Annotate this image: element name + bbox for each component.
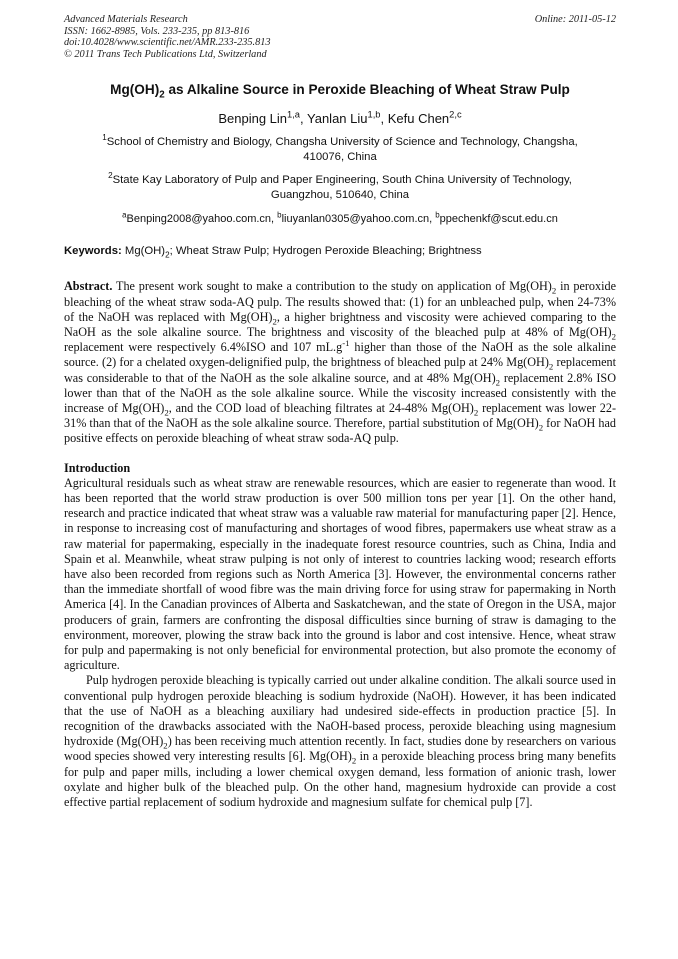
author-name: Kefu Chen [387, 111, 450, 127]
abstract-text: , and the COD load of bleaching filtrates at 24-48% Mg(OH) [168, 401, 474, 415]
doi-line: doi:10.4028/www.scientific.net/AMR.233-235.813 [64, 37, 271, 49]
affiliation-line: State Kay Laboratory of Pulp and Paper Engineering, South China University of Technology, [112, 174, 572, 187]
affiliation-line: 410076, China [303, 151, 377, 164]
abstract [64, 279, 616, 446]
author-list: Benping Lin$^{1,a}$, Yanlan Liu$^{1,b}$, Kefu Chen$^{2,c}$ [218, 110, 462, 127]
email-address: Benping2008@yahoo.com.cn [126, 213, 272, 226]
email-mark: a [122, 210, 127, 220]
affiliation-2 [64, 173, 616, 203]
affiliation-mark: 2 [108, 171, 113, 181]
abstract-text: replacement was considerable to that of the NaOH as the sole alkaline source, and at 48% Mg(OH) [64, 355, 617, 385]
subscript: 2 [351, 755, 357, 766]
abstract-text: replacement 2.8% ISO lower than that of the NaOH as the sole alkaline source. While the viscosity increased consistently with the increase of Mg(OH) [64, 370, 616, 415]
superscript: -1 [342, 338, 350, 349]
title-subscript: 2 [159, 90, 165, 102]
title-part-1: Mg(OH) [110, 82, 160, 98]
abstract-label: Abstract. [64, 279, 113, 294]
running-header [64, 14, 616, 60]
abstract-text: The present work sought to make a contribution to the study on application of Mg(OH) [116, 279, 552, 294]
email-address: liuyanlan0305@yahoo.com.cn [281, 213, 430, 226]
subscript: 2 [473, 407, 479, 418]
title-part-2: as Alkaline Source in Peroxide Bleaching of Wheat Straw Pulp [164, 82, 570, 98]
author-name: Benping Lin [218, 111, 288, 127]
abstract-text: replacement were respectively 6.4%ISO and 107 mL.g [64, 340, 343, 355]
paragraph-text: in a peroxide bleaching process bring many benefits for pulp and paper mills, including a lower chemical oxygen demand, less formation of anionic trash, lower oxylate and higher bulk of the bleached pulp. On the other hand, magnesium hydroxide can provide a cost effective partial replacement of sodium hydroxide and magnesium sulfate for chemical pulp [7]. [64, 749, 616, 810]
author-affiliation-mark: 1,a [287, 110, 301, 121]
email-mark: b [435, 210, 440, 220]
abstract-text: higher than those of the NaOH as the sole alkaline source. (2) for a chelated oxygen-delignified pulp, the brightness of bleached pulp at 24% Mg(OH) [64, 340, 616, 370]
email-list: $^a$Benping2008@yahoo.com.cn, $^b$liuyanlan0305@yahoo.com.cn, $^b$ppechenkf@scut.edu.cn [122, 210, 558, 226]
subscript: 2 [611, 331, 616, 342]
keywords-label: Keywords: [64, 245, 122, 258]
introduction-paragraph-1: Agricultural residuals such as wheat straw are renewable resources, which are easier to regenerate than wood. It has been reported that the world straw production is over 500 million tons per year [1]. On the other hand, research and practice indicated that wheat straw was a valuable raw material for manufacturing paper [2]. Hence, in response to increasing cost of manufacturing and shortages of wood fibres, papermakers use wheat straw as a raw material for papermaking, especially in the inadequate forest resource countries, such as China, India and Spain et al. Meanwhile, wheat straw pulping is not only of interest to countries lacking wood; research efforts have also been recorded from regions such as North America [3]. However, the environmental concerns rather than the immediate shortfall of wood fibre was the main driving force for using straw for papermaking in North America [4]. In the Canadian provinces of Alberta and Saskatchewan, and the state of Oregon in the USA, major producers of grain, farmers are confronting the disposal difficulties since burning of straw is damaging to the environment, moreover, plowing the straw back into the ground is labor and cost intensive. Hence, wheat straw for pulp and papermaking is not only beneficial for environmental protection, but also promote the economy of agriculture. [64, 475, 616, 673]
keywords [64, 244, 616, 259]
subscript: 2 [551, 285, 557, 296]
keyword-text: Mg(OH) [124, 245, 166, 258]
journal-name: Advanced Materials Research [64, 14, 188, 25]
affiliation-line: Guangzhou, 510640, China [270, 189, 410, 202]
keyword-subscript: 2 [165, 250, 170, 260]
email-address: ppechenkf@scut.edu.cn [439, 213, 558, 226]
subscript: 2 [548, 361, 554, 372]
subscript: 2 [272, 316, 277, 327]
author-affiliation-mark: 1,b [367, 110, 381, 121]
online-date: Online: 2011-05-12 [534, 14, 616, 25]
abstract-text: replacement was lower 22-31% than that of the NaOH as the sole alkaline source. Therefore, partial substitution of Mg(OH) [64, 401, 616, 431]
paragraph-text: Pulp hydrogen peroxide bleaching is typically carried out under alkaline condition. The alkali source used in conventional pulp hydrogen peroxide bleaching is sodium hydroxide (NaOH). However, it has been indicated that the use of NaOH as a bleaching auxiliary had undesired side-effects in production practice [5]. In recognition of the drawbacks associated with the NaOH-based process, peroxide bleaching using magnesium hydroxide (Mg(OH) [64, 673, 616, 749]
abstract-text: , a higher brightness and viscosity were achieved comparing to the NaOH as the sole alkaline source. The brightness and viscosity of the bleached pulp at 48% of Mg(OH) [64, 309, 616, 339]
affiliation-1 [64, 135, 616, 165]
abstract-text: for NaOH had positive effects on peroxide bleaching of wheat straw soda-AQ pulp. [64, 416, 616, 446]
affiliation-line: School of Chemistry and Biology, Changsha University of Science and Technology, Changsha, [106, 136, 578, 149]
copyright-line: © 2011 Trans Tech Publications Ltd, Switzerland [64, 48, 267, 60]
introduction-paragraph-2 [64, 673, 616, 810]
subscript: 2 [163, 740, 168, 751]
email-mark: b [277, 210, 282, 220]
abstract-text: in peroxide bleaching of the wheat straw soda-AQ pulp. The results showed that: (1) for an unbleached pulp, when 24-73% of the NaOH was replaced with Mg(OH) [64, 279, 616, 324]
section-heading-introduction: Introduction [64, 460, 131, 475]
paragraph-text: ) has been receiving much attention recently. In fact, studies done by researchers on various wood species showed very interesting results [6]. Mg(OH) [64, 734, 616, 764]
author-affiliation-mark: 2,c [449, 110, 462, 121]
subscript: 2 [538, 422, 544, 433]
issn-line: ISSN: 1662-8985, Vols. 233-235, pp 813-816 [64, 25, 250, 37]
affiliation-mark: 1 [102, 133, 107, 143]
subscript: 2 [495, 377, 501, 388]
subscript: 2 [164, 407, 169, 418]
keyword-text: ; Wheat Straw Pulp; Hydrogen Peroxide Bleaching; Brightness [169, 245, 482, 258]
author-name: Yanlan Liu [307, 111, 368, 127]
paper-title [64, 81, 616, 102]
